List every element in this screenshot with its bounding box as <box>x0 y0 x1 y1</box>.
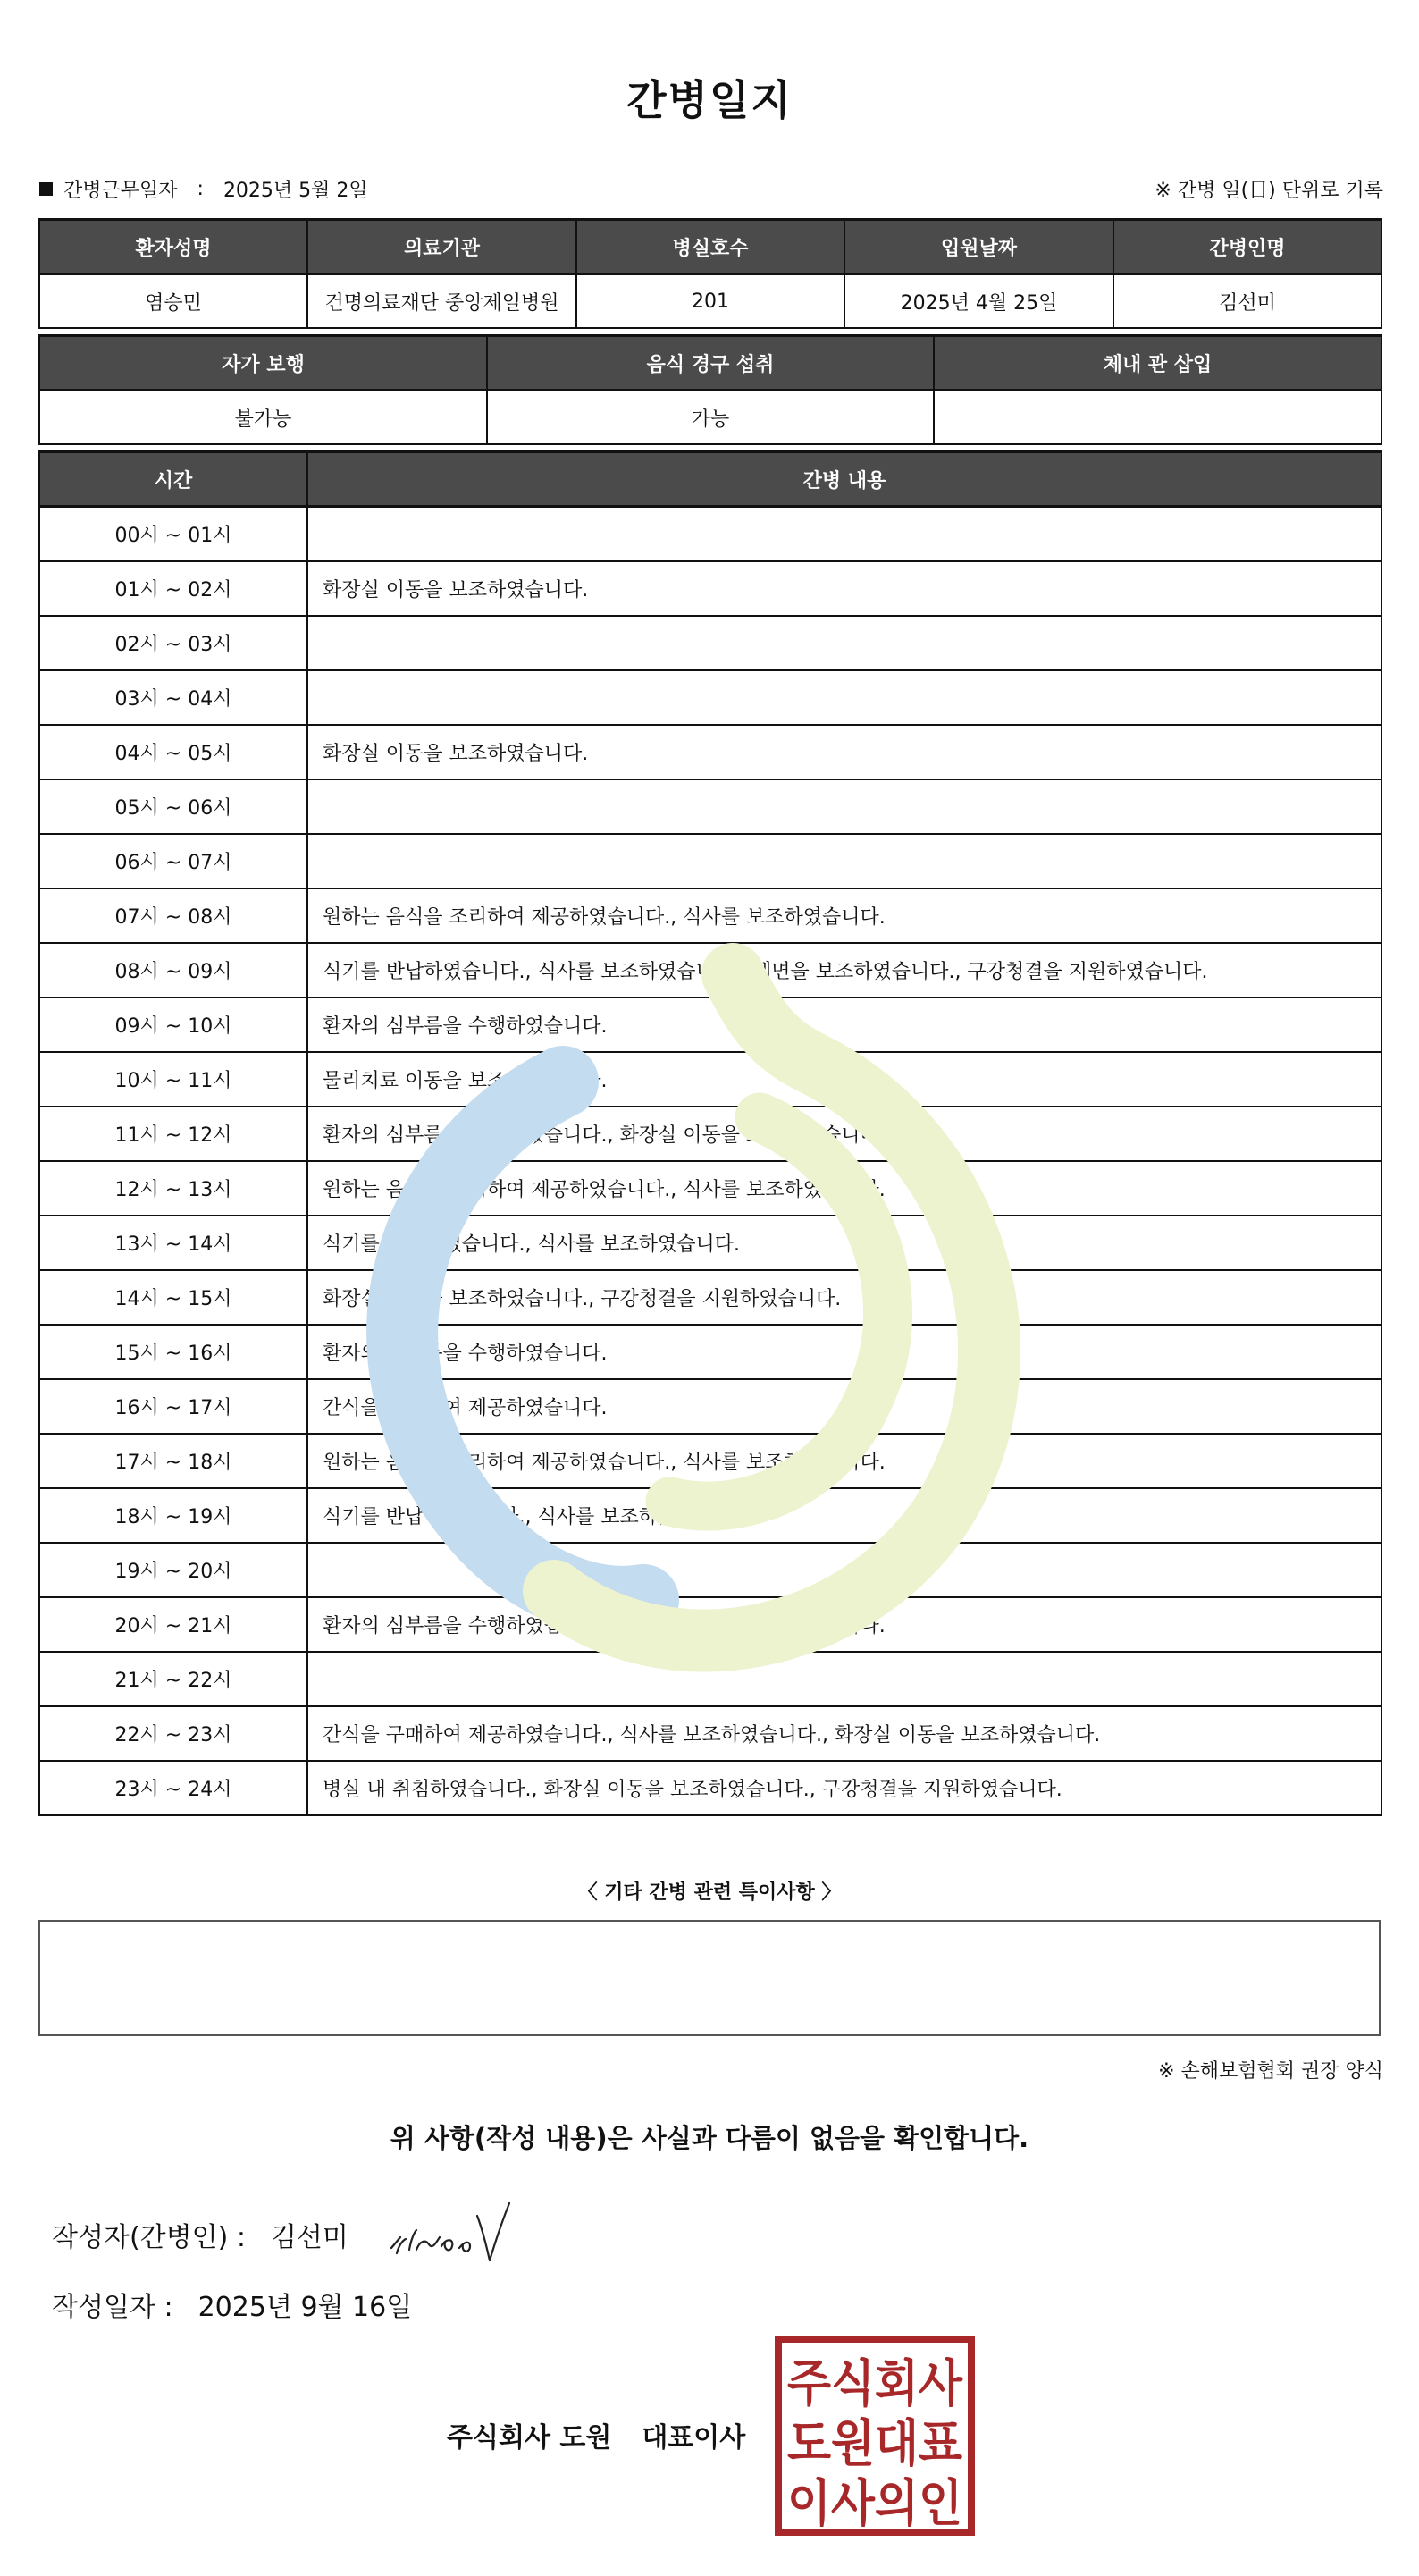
hourly-log-table <box>38 450 1382 1816</box>
log-row <box>39 1434 1381 1488</box>
handwritten-signature <box>384 2194 563 2275</box>
log-time: 01시 ~ 02시 <box>39 561 307 616</box>
header-time: 시간 <box>39 452 307 507</box>
written-date-label: 작성일자 : <box>52 2292 173 2323</box>
header-oral-intake: 음식 경구 섭취 <box>487 336 934 391</box>
log-time: 21시 ~ 22시 <box>39 1652 307 1706</box>
log-body <box>39 507 1381 1816</box>
log-row <box>39 834 1381 888</box>
log-content: 원하는 음식을 조리하여 제공하였습니다., 식사를 보조하였습니다. <box>307 1434 1381 1488</box>
company-role: 대표이사 <box>642 2422 746 2454</box>
log-header-row <box>39 452 1381 507</box>
svg-text:주식회사: 주식회사 <box>787 2355 963 2413</box>
patient-value-row <box>39 274 1381 329</box>
log-time: 13시 ~ 14시 <box>39 1216 307 1270</box>
log-row <box>39 1543 1381 1597</box>
log-time: 14시 ~ 15시 <box>39 1270 307 1325</box>
writer-label: 작성자(간병인) : <box>52 2222 246 2253</box>
log-time: 12시 ~ 13시 <box>39 1161 307 1216</box>
log-row <box>39 888 1381 943</box>
company-name: 주식회사 도원 <box>447 2422 612 2454</box>
work-date-label: 간병근무일자 <box>63 180 178 202</box>
log-row <box>39 779 1381 834</box>
patient-status-table <box>38 334 1382 445</box>
log-row <box>39 1270 1381 1325</box>
log-row <box>39 1706 1381 1761</box>
log-content: 환자의 심부름을 수행하였습니다. <box>307 998 1381 1052</box>
log-row <box>39 507 1381 562</box>
self-walking-value: 불가능 <box>39 391 487 445</box>
log-time: 03시 ~ 04시 <box>39 670 307 725</box>
log-time: 04시 ~ 05시 <box>39 725 307 779</box>
log-time: 09시 ~ 10시 <box>39 998 307 1052</box>
medical-institution: 건명의료재단 중앙제일병원 <box>307 274 576 329</box>
log-content: 간식을 구매하여 제공하였습니다., 식사를 보조하였습니다., 화장실 이동을 보조하였습니다. <box>307 1706 1381 1761</box>
log-content <box>307 1652 1381 1706</box>
header-caregiver-name: 간병인명 <box>1113 220 1381 274</box>
log-content: 물리치료 이동을 보조하였습니다. <box>307 1052 1381 1107</box>
log-content <box>307 779 1381 834</box>
log-content: 화장실 이동을 보조하였습니다. <box>307 725 1381 779</box>
header-medical-institution: 의료기관 <box>307 220 576 274</box>
log-content <box>307 507 1381 562</box>
writer-name: 김선미 <box>270 2222 348 2253</box>
patient-header-row <box>39 220 1381 274</box>
log-row <box>39 616 1381 670</box>
log-content: 환자의 심부름을 수행하였습니다., 화장실 이동을 보조하였습니다. <box>307 1107 1381 1161</box>
log-row <box>39 1052 1381 1107</box>
form-source-note: ※ 손해보험협회 권장 양식 <box>1158 2060 1383 2083</box>
log-row <box>39 725 1381 779</box>
header-tube-insertion: 체내 관 삽입 <box>934 336 1381 391</box>
log-row <box>39 943 1381 998</box>
confirmation-statement: 위 사항(작성 내용)은 사실과 다름이 없음을 확인합니다. <box>390 2123 1029 2153</box>
log-row <box>39 561 1381 616</box>
room-number: 201 <box>576 274 844 329</box>
work-date-separator: : <box>197 178 204 200</box>
admission-date: 2025년 4월 25일 <box>844 274 1113 329</box>
header-care-content: 간병 내용 <box>307 452 1381 507</box>
written-date-value: 2025년 9월 16일 <box>197 2292 413 2323</box>
log-row <box>39 1161 1381 1216</box>
caregiver-name: 김선미 <box>1113 274 1381 329</box>
log-row <box>39 998 1381 1052</box>
log-content: 화장실 이동을 보조하였습니다. <box>307 561 1381 616</box>
log-row <box>39 1597 1381 1652</box>
svg-text:도원대표: 도원대표 <box>787 2415 962 2473</box>
document-title: 간병일지 <box>626 76 793 124</box>
patient-info-table <box>38 218 1382 329</box>
tube-insertion-value <box>934 391 1381 445</box>
log-time: 07시 ~ 08시 <box>39 888 307 943</box>
log-content <box>307 616 1381 670</box>
log-content: 간식을 구매하여 제공하였습니다. <box>307 1379 1381 1434</box>
log-time: 15시 ~ 16시 <box>39 1325 307 1379</box>
record-unit-note: ※ 간병 일(日) 단위로 기록 <box>1155 180 1383 202</box>
log-time: 20시 ~ 21시 <box>39 1597 307 1652</box>
log-time: 22시 ~ 23시 <box>39 1706 307 1761</box>
log-time: 18시 ~ 19시 <box>39 1488 307 1543</box>
log-time: 11시 ~ 12시 <box>39 1107 307 1161</box>
log-time: 19시 ~ 20시 <box>39 1543 307 1597</box>
log-row <box>39 670 1381 725</box>
log-content <box>307 670 1381 725</box>
log-row <box>39 1216 1381 1270</box>
status-value-row <box>39 391 1381 445</box>
header-room-number: 병실호수 <box>576 220 844 274</box>
log-content: 화장실 이동을 보조하였습니다., 구강청결을 지원하였습니다. <box>307 1270 1381 1325</box>
special-notes-title: 〈 기타 간병 관련 특이사항 〉 <box>577 1881 842 1904</box>
special-notes-box <box>38 1920 1381 2036</box>
log-row <box>39 1488 1381 1543</box>
header-admission-date: 입원날짜 <box>844 220 1113 274</box>
log-row <box>39 1761 1381 1815</box>
log-time: 23시 ~ 24시 <box>39 1761 307 1815</box>
bullet-square-icon <box>39 182 53 196</box>
header-patient-name: 환자성명 <box>39 220 307 274</box>
log-row <box>39 1379 1381 1434</box>
log-content: 환자의 심부름을 수행하였습니다., 화장실 이동을 보조하였습니다. <box>307 1597 1381 1652</box>
log-content: 원하는 음식을 조리하여 제공하였습니다., 식사를 보조하였습니다. <box>307 888 1381 943</box>
log-time: 06시 ~ 07시 <box>39 834 307 888</box>
log-content: 병실 내 취침하였습니다., 화장실 이동을 보조하였습니다., 구강청결을 지원하였습니다. <box>307 1761 1381 1815</box>
log-content: 식기를 반납하였습니다., 식사를 보조하였습니다. <box>307 1488 1381 1543</box>
work-date <box>39 175 368 203</box>
log-row <box>39 1652 1381 1706</box>
written-date-line <box>52 2285 412 2324</box>
work-date-value: 2025년 5월 2일 <box>223 180 368 202</box>
log-content: 환자의 심부름을 수행하였습니다. <box>307 1325 1381 1379</box>
company-line <box>447 2415 745 2454</box>
log-content <box>307 834 1381 888</box>
log-content: 원하는 음식을 조리하여 제공하였습니다., 식사를 보조하였습니다. <box>307 1161 1381 1216</box>
oral-intake-value: 가능 <box>487 391 934 445</box>
log-time: 10시 ~ 11시 <box>39 1052 307 1107</box>
log-content: 식기를 반납하였습니다., 식사를 보조하였습니다. <box>307 1216 1381 1270</box>
header-self-walking: 자가 보행 <box>39 336 487 391</box>
writer-line <box>52 2215 348 2254</box>
log-content <box>307 1543 1381 1597</box>
log-time: 05시 ~ 06시 <box>39 779 307 834</box>
svg-text:이사의인: 이사의인 <box>787 2475 962 2533</box>
log-time: 16시 ~ 17시 <box>39 1379 307 1434</box>
log-time: 17시 ~ 18시 <box>39 1434 307 1488</box>
log-row <box>39 1325 1381 1379</box>
company-seal-stamp <box>774 2335 976 2537</box>
log-time: 08시 ~ 09시 <box>39 943 307 998</box>
log-time: 02시 ~ 03시 <box>39 616 307 670</box>
log-time: 00시 ~ 01시 <box>39 507 307 562</box>
log-row <box>39 1107 1381 1161</box>
log-content: 식기를 반납하였습니다., 식사를 보조하였습니다., 세면을 보조하였습니다., 구강청결을 지원하였습니다. <box>307 943 1381 998</box>
patient-name: 염승민 <box>39 274 307 329</box>
status-header-row <box>39 336 1381 391</box>
